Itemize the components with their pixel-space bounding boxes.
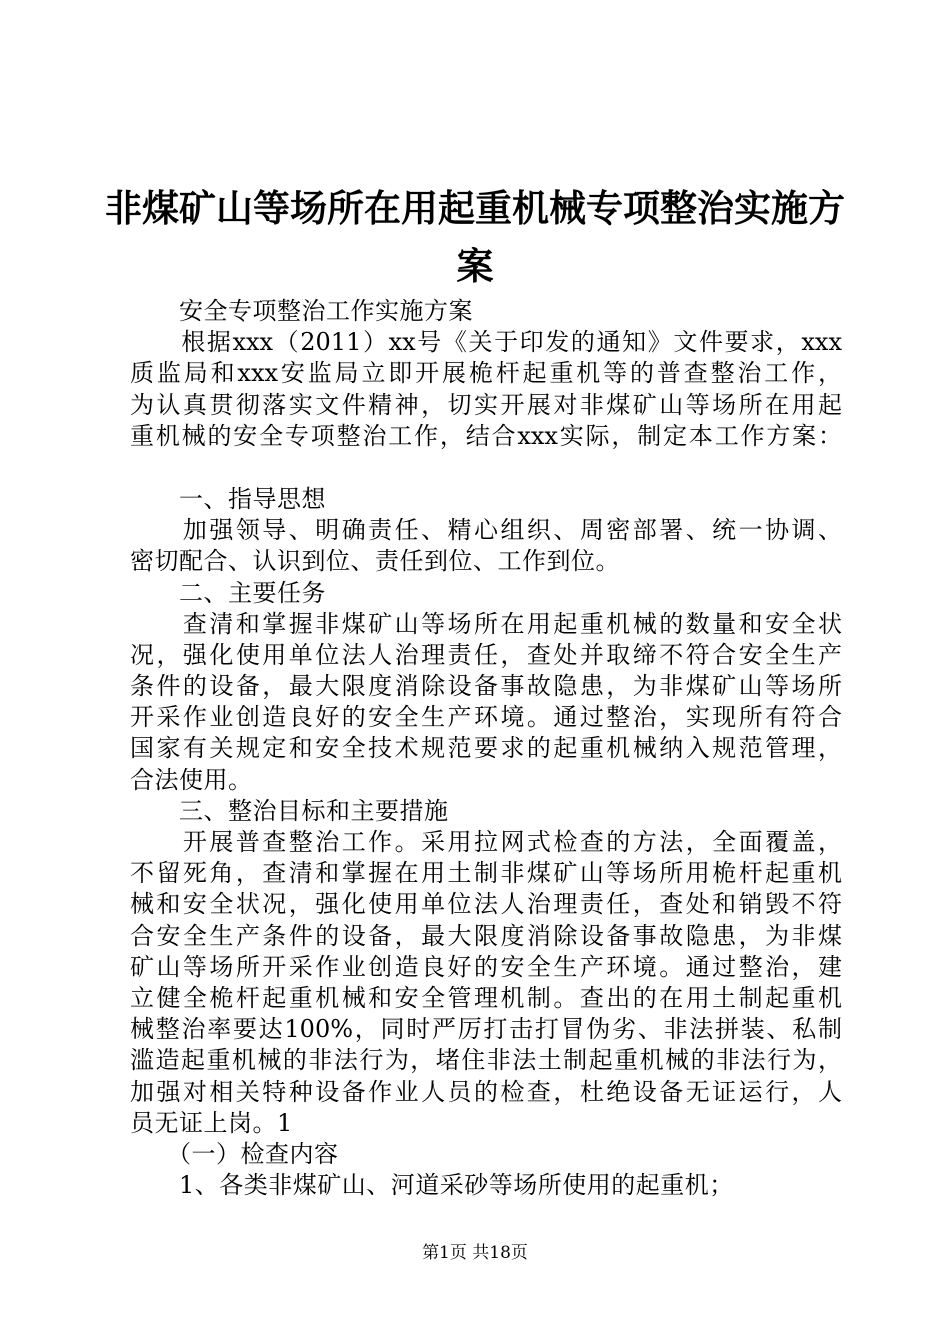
body-line: 矿山等场所开采作业创造良好的安全生产环境。通过整治，建: [130, 952, 842, 981]
body-line: 根据xxx（2011）xx号《关于印发的通知》文件要求，xxx: [130, 328, 842, 357]
body-line: 重机械的安全专项整治工作，结合xxx实际，制定本工作方案：: [130, 421, 842, 450]
body-line: 械和安全状况，强化使用单位法人治理责任，查处和销毁不符: [130, 890, 842, 919]
body-line: 立健全桅杆起重机械和安全管理机制。查出的在用土制起重机: [130, 983, 842, 1012]
body-line: 条件的设备，最大限度消除设备事故隐患，为非煤矿山等场所: [130, 672, 842, 701]
body-line: 加强对相关特种设备作业人员的检查，杜绝设备无证运行，人: [130, 1077, 842, 1106]
blank-line: [130, 452, 842, 484]
body-line: 况，强化使用单位法人治理责任，查处并取缔不符合安全生产: [130, 640, 842, 669]
body-line: 合安全生产条件的设备，最大限度消除设备事故隐患，为非煤: [130, 921, 842, 950]
body-line: 加强领导、明确责任、精心组织、周密部署、统一协调、: [130, 516, 842, 545]
body-line: （一）检查内容: [130, 1139, 339, 1168]
body-line: 开展普查整治工作。采用拉网式检查的方法，全面覆盖，: [130, 828, 842, 856]
body-line: 密切配合、认识到位、责任到位、工作到位。: [130, 547, 620, 576]
body-line: 合法使用。: [130, 765, 253, 794]
document-title-line-1: 非煤矿山等场所在用起重机械专项整治实施方: [105, 186, 845, 230]
body-line: 查清和掌握非煤矿山等场所在用起重机械的数量和安全状: [130, 609, 842, 638]
body-line: 不留死角，查清和掌握在用土制非煤矿山等场所用桅杆起重机: [130, 859, 842, 888]
body-line: 安全专项整治工作实施方案: [130, 297, 473, 325]
body-line: 国家有关规定和安全技术规范要求的起重机械纳入规范管理，: [130, 734, 842, 763]
body-line: 二、主要任务: [130, 578, 326, 607]
body-line: 1、各类非煤矿山、河道采砂等场所使用的起重机；: [130, 1171, 734, 1200]
body-line: 滥造起重机械的非法行为，堵住非法土制起重机械的非法行为，: [130, 1046, 842, 1075]
body-line: 一、指导思想: [130, 484, 326, 513]
body-line: 三、整治目标和主要措施: [130, 796, 449, 825]
body-line: 械整治率要达100%，同时严厉打击打冒伪劣、非法拼装、私制: [130, 1015, 842, 1044]
body-line: 开采作业创造良好的安全生产环境。通过整治，实现所有符合: [130, 703, 842, 732]
body-line: 质监局和xxx安监局立即开展桅杆起重机等的普查整治工作，: [130, 359, 842, 388]
body-line: 员无证上岗。1: [130, 1108, 293, 1137]
page-footer: 第1页 共18页: [422, 1243, 528, 1263]
document-body: [130, 296, 842, 1201]
body-line: 为认真贯彻落实文件精神，切实开展对非煤矿山等场所在用起: [130, 390, 842, 419]
document-title-line-2: 案: [456, 244, 494, 288]
